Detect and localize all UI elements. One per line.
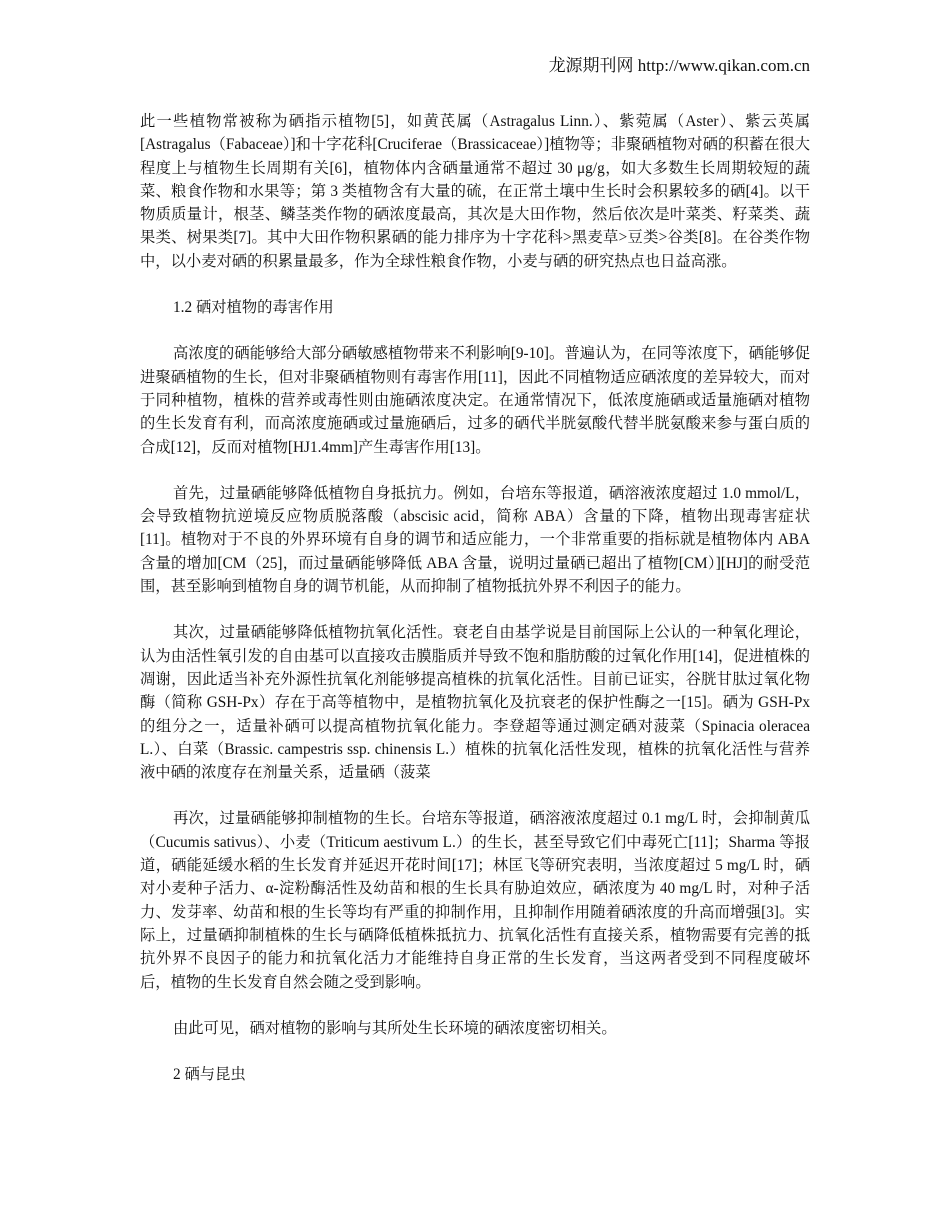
paragraph-first-resistance: 首先，过量硒能够降低植物自身抵抗力。例如，台培东等报道，硒溶液浓度超过 1.0 mmol/L，会导致植物抗逆境反应物质脱落酸（abscisic acid，简称 ABA）含量的下降，植物出现毒害症状[11]。植物对于不良的外界环境有自身的调节和适应能力，一个非常重要的指标就是植物体内 ABA 含量的增加[CM（25]，而过量硒能够降低 ABA 含量，说明过量硒已超出了植物[CM）][HJ]的耐受范围，甚至影响到植物自身的调节机能，从而抑制了植物抵抗外界不利因子的能力。 bbox=[140, 484, 810, 596]
document-body bbox=[140, 110, 810, 1109]
paragraph-high-concentration: 高浓度的硒能够给大部分硒敏感植物带来不利影响[9-10]。普遍认为，在同等浓度下，硒能够促进聚硒植物的生长，但对非聚硒植物则有毒害作用[11]，因此不同植物适应硒浓度的差异较大，而对于同种植物，植株的营养或毒性则由施硒浓度决定。在通常情况下，低浓度施硒或适量施硒对植物的生长发育有利，而高浓度施硒或过量施硒后，过多的硒代半胱氨酸代替半胱氨酸来参与蛋白质的合成[12]，反而对植物[HJ1.4mm]产生毒害作用[13]。 bbox=[140, 345, 810, 456]
paragraph-third-growth: 再次，过量硒能够抑制植物的生长。台培东等报道，硒溶液浓度超过 0.1 mg/L 时，会抑制黄瓜（Cucumis sativus）、小麦（Triticum aestivum L.）的生长，甚至导致它们中毒死亡[11]；Sharma 等报道，硒能延缓水稻的生长发育并延迟开花时间[17]；林匡飞等研究表明，当浓度超过 5 mg/L 时，硒对小麦种子活力、α-淀粉酶活性及幼苗和根的生长具有胁迫效应，硒浓度为 40 mg/L 时，对种子活力、发芽率、幼苗和根的生长等均有严重的抑制作用，且抑制作用随着硒浓度的升高而增强[3]。实际上，过量硒抑制植株的生长与硒降低植株抵抗力、抗氧化活性有直接关系，植物需要有完善的抵抗外界不良因子的能力和抗氧化活力才能维持自身正常的生长发育，当这两者受到不同程度破坏后，植物的生长发育自然会随之受到影响。 bbox=[140, 810, 810, 991]
paragraph-conclusion: 由此可见，硒对植物的影响与其所处生长环境的硒浓度密切相关。 bbox=[173, 1019, 617, 1037]
section-heading-2: 2 硒与昆虫 bbox=[173, 1066, 246, 1084]
page-header-site-name: 龙源期刊网 http://www.qikan.com.cn bbox=[548, 56, 810, 75]
paragraph-second-antioxidant: 其次，过量硒能够降低植物抗氧化活性。衰老自由基学说是目前国际上公认的一种氧化理论，认为由活性氧引发的自由基可以直接攻击膜脂质并导致不饱和脂肪酸的过氧化作用[14]，促进植株的凋谢，因此适当补充外源性抗氧化剂能够提高植株的抗氧化活性。目前已证实，谷胱甘肽过氧化物酶（简称 GSH-Px）存在于高等植物中，是植物抗氧化及抗衰老的保护性酶之一[15]。硒为 GSH-Px 的组分之一，适量补硒可以提高植物抗氧化能力。李登超等通过测定硒对菠菜（Spinacia oleracea L.）、白菜（Brassic. campestris ssp. chinensis L.）植株的抗氧化活性发现，植株的抗氧化活性与营养液中硒的浓度存在剂量关系，适量硒（菠菜 bbox=[140, 624, 810, 782]
section-heading-1-2: 1.2 硒对植物的毒害作用 bbox=[173, 299, 334, 317]
paragraph-continuation: 此一些植物常被称为硒指示植物[5]，如黄芪属（Astragalus Linn.）、紫菀属（Aster）、紫云英属[Astragalus（Fabaceae）]和十字花科[Cruciferae（Brassicaceae）]植物等；非聚硒植物对硒的积蓄在很大程度上与植物生长周期有关[6]，植物体内含硒量通常不超过 30 μg/g，如大多数生长周期较短的蔬菜、粮食作物和水果等；第 3 类植物含有大量的硫，在正常土壤中生长时会积累较多的硒[4]。以干物质质量计，根茎、鳞茎类作物的硒浓度最高，其次是大田作物，然后依次是叶菜类、籽菜类、蔬果类、树果类[7]。其中大田作物积累硒的能力排序为十字花科>黑麦草>豆类>谷类[8]。在谷类作物中，以小麦对硒的积累量最多，作为全球性粮食作物，小麦与硒的研究热点也日益高涨。 bbox=[140, 113, 810, 270]
